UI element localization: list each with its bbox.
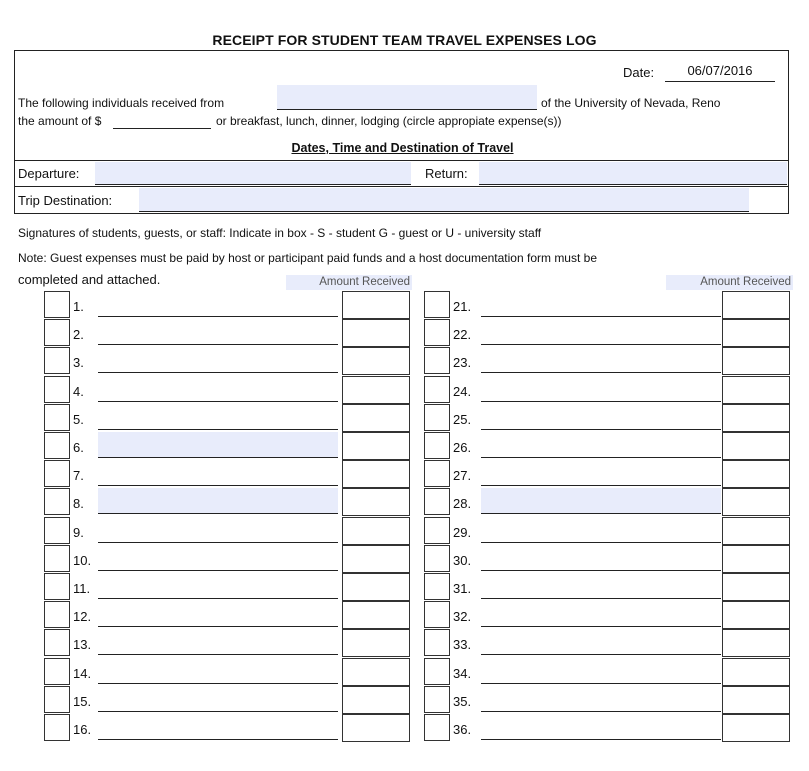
amount-received-field[interactable] [722,488,790,516]
form-title: RECEIPT FOR STUDENT TEAM TRAVEL EXPENSES LOG [212,32,597,48]
amount-received-field[interactable] [342,601,410,629]
amount-received-field[interactable] [722,517,790,545]
type-indicator-box[interactable] [424,545,450,572]
row-number: 6. [73,440,84,455]
row-number: 36. [453,722,472,737]
row-number: 9. [73,525,84,540]
type-indicator-box[interactable] [44,488,70,515]
amount-received-field[interactable] [722,601,790,629]
signature-field[interactable] [481,545,721,571]
note-line-2: completed and attached. [18,272,161,287]
trip-destination-row [14,187,789,214]
row-number: 14. [73,666,92,681]
signature-field[interactable] [98,573,338,599]
signature-field[interactable] [481,460,721,486]
row-number: 33. [453,637,472,652]
amount-received-field[interactable] [722,291,790,319]
amount-received-field[interactable] [722,432,790,460]
signature-field[interactable] [98,601,338,627]
amount-received-field[interactable] [722,714,790,742]
signature-field[interactable] [98,517,338,543]
trip-destination-label: Trip Destination: [18,193,113,208]
departure-return-row [14,161,789,187]
row-number: 21. [453,299,472,314]
row-number: 16. [73,722,92,737]
signature-field[interactable] [481,404,721,430]
type-indicator-box[interactable] [424,460,450,487]
row-number: 13. [73,637,92,652]
signature-field[interactable] [481,629,721,655]
amount-received-field[interactable] [722,376,790,404]
type-indicator-box[interactable] [44,319,70,346]
signature-field[interactable] [481,319,721,345]
row-number: 30. [453,553,472,568]
signature-field[interactable] [98,686,338,712]
type-indicator-box[interactable] [424,404,450,431]
row-number: 27. [453,468,472,483]
row-number: 8. [73,496,84,511]
amount-received-field[interactable] [722,347,790,375]
row-number: 35. [453,694,472,709]
right-amount-received-label: Amount Received [666,275,793,290]
amount-received-field[interactable] [722,658,790,686]
row-number: 31. [453,581,472,596]
type-indicator-box[interactable] [44,460,70,487]
row-number: 4. [73,384,84,399]
type-indicator-box[interactable] [424,291,450,318]
amount-received-field[interactable] [342,460,410,488]
signature-field[interactable] [481,291,721,317]
departure-field[interactable] [95,162,411,185]
row-number: 5. [73,412,84,427]
amount-received-field[interactable] [722,319,790,347]
row-number: 23. [453,355,472,370]
type-indicator-box[interactable] [44,291,70,318]
type-indicator-box[interactable] [424,573,450,600]
signature-field[interactable] [98,347,338,373]
signature-field[interactable] [98,432,338,458]
signature-field[interactable] [481,714,721,740]
type-indicator-box[interactable] [424,376,450,403]
amount-received-field[interactable] [342,488,410,516]
amount-received-field[interactable] [342,432,410,460]
row-number: 25. [453,412,472,427]
row-number: 11. [73,581,91,596]
row-number: 34. [453,666,472,681]
section-heading: Dates, Time and Destination of Travel [291,141,514,155]
signature-field[interactable] [481,517,721,543]
row-number: 2. [73,327,84,342]
departure-label: Departure: [18,166,80,181]
row-number: 24. [453,384,472,399]
return-label: Return: [425,166,468,181]
type-indicator-box[interactable] [44,686,70,713]
type-indicator-box[interactable] [44,376,70,403]
row-number: 3. [73,355,84,370]
amount-received-field[interactable] [342,517,410,545]
note-line-1: Note: Guest expenses must be paid by host or participant paid funds and a host documentation form must be [18,251,597,265]
received-from-field[interactable] [277,85,537,110]
amount-received-field[interactable] [342,545,410,573]
type-indicator-box[interactable] [44,573,70,600]
row-number: 12. [73,609,92,624]
signature-field[interactable] [481,432,721,458]
amount-received-field[interactable] [342,291,410,319]
signature-field[interactable] [98,545,338,571]
date-field[interactable]: 06/07/2016 [665,63,775,82]
row-number: 1. [73,299,84,314]
travel-details-frame [14,50,789,161]
received-from-label: The following individuals received from [18,96,225,110]
amount-received-field[interactable] [342,686,410,714]
university-text: of the University of Nevada, Reno [541,96,721,110]
amount-received-field[interactable] [722,629,790,657]
type-indicator-box[interactable] [44,714,70,741]
amount-field[interactable] [113,113,211,129]
row-number: 29. [453,525,472,540]
type-indicator-box[interactable] [44,517,70,544]
amount-label: the amount of $ [18,114,102,128]
signature-field[interactable] [481,347,721,373]
trip-destination-field[interactable] [139,188,749,212]
row-number: 15. [73,694,92,709]
amount-received-field[interactable] [722,545,790,573]
type-indicator-box[interactable] [424,488,450,515]
type-indicator-box[interactable] [424,658,450,685]
signature-field[interactable] [98,376,338,402]
signature-field[interactable] [481,686,721,712]
amount-received-field[interactable] [722,460,790,488]
amount-received-field[interactable] [342,319,410,347]
signature-field[interactable] [98,658,338,684]
amount-received-field[interactable] [342,404,410,432]
amount-received-field[interactable] [342,714,410,742]
signature-field[interactable] [98,319,338,345]
amount-received-field[interactable] [342,376,410,404]
type-indicator-box[interactable] [44,601,70,628]
signature-field[interactable] [481,488,721,514]
date-label: Date: [623,65,655,80]
amount-received-field[interactable] [342,658,410,686]
type-indicator-box[interactable] [44,629,70,656]
type-indicator-box[interactable] [424,319,450,346]
row-number: 28. [453,496,472,511]
type-indicator-box[interactable] [44,545,70,572]
type-indicator-box[interactable] [424,601,450,628]
signature-field[interactable] [481,601,721,627]
type-indicator-box[interactable] [424,714,450,741]
signature-field[interactable] [98,488,338,514]
return-field[interactable] [479,162,787,185]
type-indicator-box[interactable] [424,629,450,656]
signature-field[interactable] [98,460,338,486]
signature-field[interactable] [481,658,721,684]
amount-received-field[interactable] [342,347,410,375]
type-indicator-box[interactable] [424,517,450,544]
amount-received-field[interactable] [722,573,790,601]
type-indicator-box[interactable] [44,347,70,374]
amount-received-field[interactable] [722,404,790,432]
left-amount-received-label: Amount Received [286,275,412,290]
row-number: 32. [453,609,472,624]
signature-field[interactable] [98,714,338,740]
type-indicator-box[interactable] [424,686,450,713]
signature-field[interactable] [98,291,338,317]
amount-received-field[interactable] [342,573,410,601]
row-number: 26. [453,440,472,455]
row-number: 7. [73,468,84,483]
type-indicator-box[interactable] [44,432,70,459]
type-indicator-box[interactable] [44,658,70,685]
signature-field[interactable] [98,629,338,655]
signature-field[interactable] [481,376,721,402]
type-indicator-box[interactable] [44,404,70,431]
row-number: 22. [453,327,472,342]
type-indicator-box[interactable] [424,347,450,374]
expense-type-text: or breakfast, lunch, dinner, lodging (circle appropiate expense(s)) [216,114,562,128]
signatures-instructions: Signatures of students, guests, or staff: Indicate in box - S - student G - guest or U - university staff [18,226,542,240]
signature-field[interactable] [481,573,721,599]
amount-received-field[interactable] [722,686,790,714]
type-indicator-box[interactable] [424,432,450,459]
signature-field[interactable] [98,404,338,430]
amount-received-field[interactable] [342,629,410,657]
row-number: 10. [73,553,92,568]
